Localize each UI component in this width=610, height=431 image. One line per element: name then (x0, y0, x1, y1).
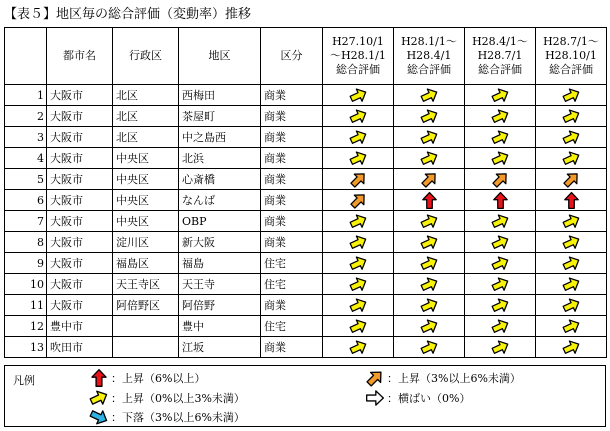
city-cell: 大阪市 (47, 169, 113, 190)
table-row (5, 337, 607, 358)
table-row (5, 169, 607, 190)
trend-cell-period-3 (465, 85, 536, 106)
row-number: 12 (5, 316, 47, 337)
yellow-up-arrow-icon (89, 388, 111, 408)
header-period-4-line1: H28.7/1～ (543, 35, 599, 48)
yellow-up-arrow-icon (491, 212, 510, 231)
yellow-up-arrow-icon (491, 107, 510, 126)
trend-cell-period-2 (394, 274, 465, 295)
yellow-up-arrow-icon (420, 107, 439, 126)
ward-cell: 北区 (113, 127, 179, 148)
trend-cell-period-2 (394, 316, 465, 337)
yellow-up-arrow-icon (420, 149, 439, 168)
ward-cell (113, 337, 179, 358)
city-cell: 大阪市 (47, 148, 113, 169)
red-up-arrow-icon (562, 191, 581, 210)
orange-up-arrow-icon (420, 170, 439, 189)
legend-label-up-mid: ：上昇（3%以上6%未満） (387, 372, 521, 385)
ward-cell: 中央区 (113, 169, 179, 190)
trend-cell-period-3 (465, 274, 536, 295)
trend-cell-period-2 (394, 232, 465, 253)
red-up-arrow-icon (89, 368, 111, 388)
yellow-up-arrow-icon (349, 107, 368, 126)
header-period-3 (465, 28, 536, 85)
trend-cell-period-1 (323, 106, 394, 127)
district-cell: OBP (179, 211, 261, 232)
yellow-up-arrow-icon (491, 317, 510, 336)
trend-cell-period-3 (465, 106, 536, 127)
trend-cell-period-2 (394, 148, 465, 169)
city-cell: 大阪市 (47, 211, 113, 232)
orange-up-arrow-icon (365, 368, 387, 388)
yellow-up-arrow-icon (89, 388, 109, 408)
yellow-up-arrow-icon (562, 149, 581, 168)
category-cell: 商業 (261, 295, 323, 316)
legend-item-down-mid (89, 407, 245, 427)
trend-cell-period-3 (465, 211, 536, 232)
city-cell: 豊中市 (47, 316, 113, 337)
city-cell: 大阪市 (47, 190, 113, 211)
yellow-up-arrow-icon (349, 296, 368, 315)
yellow-up-arrow-icon (420, 254, 439, 273)
row-number: 1 (5, 85, 47, 106)
ward-cell: 中央区 (113, 148, 179, 169)
red-up-arrow-icon (420, 191, 439, 210)
trend-cell-period-2 (394, 295, 465, 316)
header-period-1-line2: ～H28.1/1 (330, 49, 386, 62)
row-number: 6 (5, 190, 47, 211)
trend-cell-period-2 (394, 211, 465, 232)
city-cell: 大阪市 (47, 127, 113, 148)
trend-cell-period-4 (536, 85, 607, 106)
district-cell: 江坂 (179, 337, 261, 358)
header-city: 都市名 (47, 28, 113, 85)
trend-cell-period-1 (323, 253, 394, 274)
header-period-2-line1: H28.1/1～ (401, 35, 457, 48)
trend-cell-period-1 (323, 85, 394, 106)
district-cell: 阿倍野 (179, 295, 261, 316)
header-no (5, 28, 47, 85)
district-cell: 豊中 (179, 316, 261, 337)
category-cell: 商業 (261, 337, 323, 358)
header-period-2-line2: H28.4/1 (406, 49, 452, 62)
category-cell: 商業 (261, 232, 323, 253)
ward-cell: 北区 (113, 106, 179, 127)
blue-down-arrow-icon (89, 407, 111, 427)
white-right-arrow-icon (365, 388, 385, 408)
orange-up-arrow-icon (349, 191, 368, 210)
trend-cell-period-3 (465, 337, 536, 358)
yellow-up-arrow-icon (562, 254, 581, 273)
category-cell: 商業 (261, 106, 323, 127)
district-cell: 新大阪 (179, 232, 261, 253)
header-period-2-line3: 総合評価 (407, 63, 451, 76)
row-number: 13 (5, 337, 47, 358)
orange-up-arrow-icon (349, 170, 368, 189)
city-cell: 大阪市 (47, 232, 113, 253)
district-cell: 中之島西 (179, 127, 261, 148)
legend-item-up-mid (365, 368, 521, 388)
trend-cell-period-1 (323, 169, 394, 190)
category-cell: 商業 (261, 148, 323, 169)
trend-cell-period-1 (323, 316, 394, 337)
yellow-up-arrow-icon (562, 128, 581, 147)
legend-label-up-small: ：上昇（0%以上3%未満） (111, 392, 245, 405)
category-cell: 商業 (261, 127, 323, 148)
city-cell: 大阪市 (47, 85, 113, 106)
district-cell: 西梅田 (179, 85, 261, 106)
yellow-up-arrow-icon (420, 233, 439, 252)
white-right-arrow-icon (365, 388, 387, 408)
header-period-4-line2: H28.10/1 (545, 49, 597, 62)
yellow-up-arrow-icon (562, 275, 581, 294)
city-cell: 大阪市 (47, 106, 113, 127)
yellow-up-arrow-icon (491, 128, 510, 147)
category-cell: 住宅 (261, 316, 323, 337)
table-row (5, 127, 607, 148)
header-period-1 (323, 28, 394, 85)
trend-cell-period-4 (536, 169, 607, 190)
red-up-arrow-icon (491, 191, 510, 210)
yellow-up-arrow-icon (562, 338, 581, 357)
yellow-up-arrow-icon (562, 86, 581, 105)
header-period-3-line2: H28.7/1 (477, 49, 523, 62)
table-row (5, 148, 607, 169)
trend-cell-period-2 (394, 337, 465, 358)
yellow-up-arrow-icon (349, 254, 368, 273)
yellow-up-arrow-icon (349, 212, 368, 231)
trend-cell-period-3 (465, 253, 536, 274)
header-period-4 (536, 28, 607, 85)
blue-down-arrow-icon (89, 407, 109, 427)
table-row (5, 295, 607, 316)
trend-cell-period-4 (536, 211, 607, 232)
row-number: 7 (5, 211, 47, 232)
row-number: 4 (5, 148, 47, 169)
ward-cell: 天王寺区 (113, 274, 179, 295)
ward-cell: 北区 (113, 85, 179, 106)
yellow-up-arrow-icon (562, 107, 581, 126)
trend-cell-period-4 (536, 316, 607, 337)
header-ward: 行政区 (113, 28, 179, 85)
table-row (5, 106, 607, 127)
city-cell: 大阪市 (47, 274, 113, 295)
header-period-4-line3: 総合評価 (549, 63, 593, 76)
trend-cell-period-2 (394, 106, 465, 127)
legend-item-up-small (89, 388, 245, 408)
trend-cell-period-4 (536, 106, 607, 127)
trend-cell-period-1 (323, 190, 394, 211)
header-row (5, 28, 607, 85)
ward-cell (113, 316, 179, 337)
yellow-up-arrow-icon (420, 128, 439, 147)
red-up-arrow-icon (89, 368, 109, 388)
trend-cell-period-4 (536, 337, 607, 358)
category-cell: 商業 (261, 85, 323, 106)
row-number: 8 (5, 232, 47, 253)
trend-cell-period-1 (323, 232, 394, 253)
trend-cell-period-2 (394, 190, 465, 211)
trend-cell-period-3 (465, 190, 536, 211)
trend-cell-period-4 (536, 253, 607, 274)
trend-cell-period-1 (323, 274, 394, 295)
yellow-up-arrow-icon (420, 317, 439, 336)
ward-cell: 阿倍野区 (113, 295, 179, 316)
row-number: 9 (5, 253, 47, 274)
orange-up-arrow-icon (365, 368, 385, 388)
category-cell: 商業 (261, 211, 323, 232)
header-period-3-line1: H28.4/1～ (472, 35, 528, 48)
yellow-up-arrow-icon (491, 86, 510, 105)
row-number: 2 (5, 106, 47, 127)
trend-cell-period-1 (323, 127, 394, 148)
trend-cell-period-3 (465, 295, 536, 316)
table-row (5, 211, 607, 232)
trend-cell-period-2 (394, 169, 465, 190)
trend-cell-period-2 (394, 127, 465, 148)
yellow-up-arrow-icon (420, 212, 439, 231)
header-district: 地区 (179, 28, 261, 85)
trend-cell-period-1 (323, 211, 394, 232)
trend-cell-period-4 (536, 274, 607, 295)
district-cell: 天王寺 (179, 274, 261, 295)
trend-cell-period-3 (465, 232, 536, 253)
trend-cell-period-3 (465, 127, 536, 148)
ward-cell: 福島区 (113, 253, 179, 274)
header-period-3-line3: 総合評価 (478, 63, 522, 76)
trend-cell-period-2 (394, 253, 465, 274)
trend-cell-period-1 (323, 148, 394, 169)
yellow-up-arrow-icon (349, 149, 368, 168)
ward-cell: 中央区 (113, 211, 179, 232)
orange-up-arrow-icon (562, 170, 581, 189)
legend-item-up-large (89, 368, 205, 388)
yellow-up-arrow-icon (349, 275, 368, 294)
header-period-2 (394, 28, 465, 85)
ward-cell: 淀川区 (113, 232, 179, 253)
category-cell: 商業 (261, 169, 323, 190)
legend-item-flat (365, 388, 470, 408)
yellow-up-arrow-icon (562, 317, 581, 336)
category-cell: 商業 (261, 190, 323, 211)
yellow-up-arrow-icon (491, 233, 510, 252)
yellow-up-arrow-icon (420, 296, 439, 315)
table-row (5, 274, 607, 295)
yellow-up-arrow-icon (420, 275, 439, 294)
trend-cell-period-4 (536, 148, 607, 169)
yellow-up-arrow-icon (420, 338, 439, 357)
yellow-up-arrow-icon (349, 338, 368, 357)
trend-cell-period-4 (536, 295, 607, 316)
header-category: 区分 (261, 28, 323, 85)
yellow-up-arrow-icon (491, 149, 510, 168)
table-row (5, 85, 607, 106)
row-number: 5 (5, 169, 47, 190)
header-period-1-line3: 総合評価 (336, 63, 380, 76)
ward-cell: 中央区 (113, 190, 179, 211)
row-number: 3 (5, 127, 47, 148)
city-cell: 吹田市 (47, 337, 113, 358)
legend-title: 凡例 (13, 374, 35, 387)
table-row (5, 316, 607, 337)
category-cell: 住宅 (261, 253, 323, 274)
orange-up-arrow-icon (491, 170, 510, 189)
legend-label-down-mid: ：下落（3%以上6%未満） (111, 411, 245, 424)
trend-cell-period-2 (394, 85, 465, 106)
trend-cell-period-3 (465, 148, 536, 169)
trend-cell-period-3 (465, 316, 536, 337)
yellow-up-arrow-icon (349, 233, 368, 252)
table-row (5, 190, 607, 211)
trend-cell-period-4 (536, 190, 607, 211)
legend-label-flat: ：横ばい（0%） (387, 392, 471, 405)
district-cell: 福島 (179, 253, 261, 274)
yellow-up-arrow-icon (562, 233, 581, 252)
table-row (5, 253, 607, 274)
trend-cell-period-1 (323, 295, 394, 316)
yellow-up-arrow-icon (491, 275, 510, 294)
district-trend-table (4, 27, 607, 358)
yellow-up-arrow-icon (562, 296, 581, 315)
yellow-up-arrow-icon (420, 86, 439, 105)
yellow-up-arrow-icon (491, 338, 510, 357)
legend-label-up-large: ：上昇（6%以上） (111, 372, 206, 385)
trend-cell-period-1 (323, 337, 394, 358)
yellow-up-arrow-icon (491, 296, 510, 315)
trend-cell-period-4 (536, 232, 607, 253)
district-cell: なんば (179, 190, 261, 211)
legend (4, 365, 606, 427)
yellow-up-arrow-icon (349, 86, 368, 105)
trend-cell-period-4 (536, 127, 607, 148)
row-number: 11 (5, 295, 47, 316)
yellow-up-arrow-icon (349, 128, 368, 147)
yellow-up-arrow-icon (491, 254, 510, 273)
category-cell: 住宅 (261, 274, 323, 295)
district-cell: 心斎橋 (179, 169, 261, 190)
row-number: 10 (5, 274, 47, 295)
city-cell: 大阪市 (47, 253, 113, 274)
table-title: 【表５】地区毎の総合評価（変動率）推移 (4, 7, 252, 22)
city-cell: 大阪市 (47, 295, 113, 316)
district-cell: 北浜 (179, 148, 261, 169)
yellow-up-arrow-icon (349, 317, 368, 336)
yellow-up-arrow-icon (562, 212, 581, 231)
header-period-1-line1: H27.10/1 (332, 35, 384, 48)
district-cell: 茶屋町 (179, 106, 261, 127)
trend-cell-period-3 (465, 169, 536, 190)
table-row (5, 232, 607, 253)
